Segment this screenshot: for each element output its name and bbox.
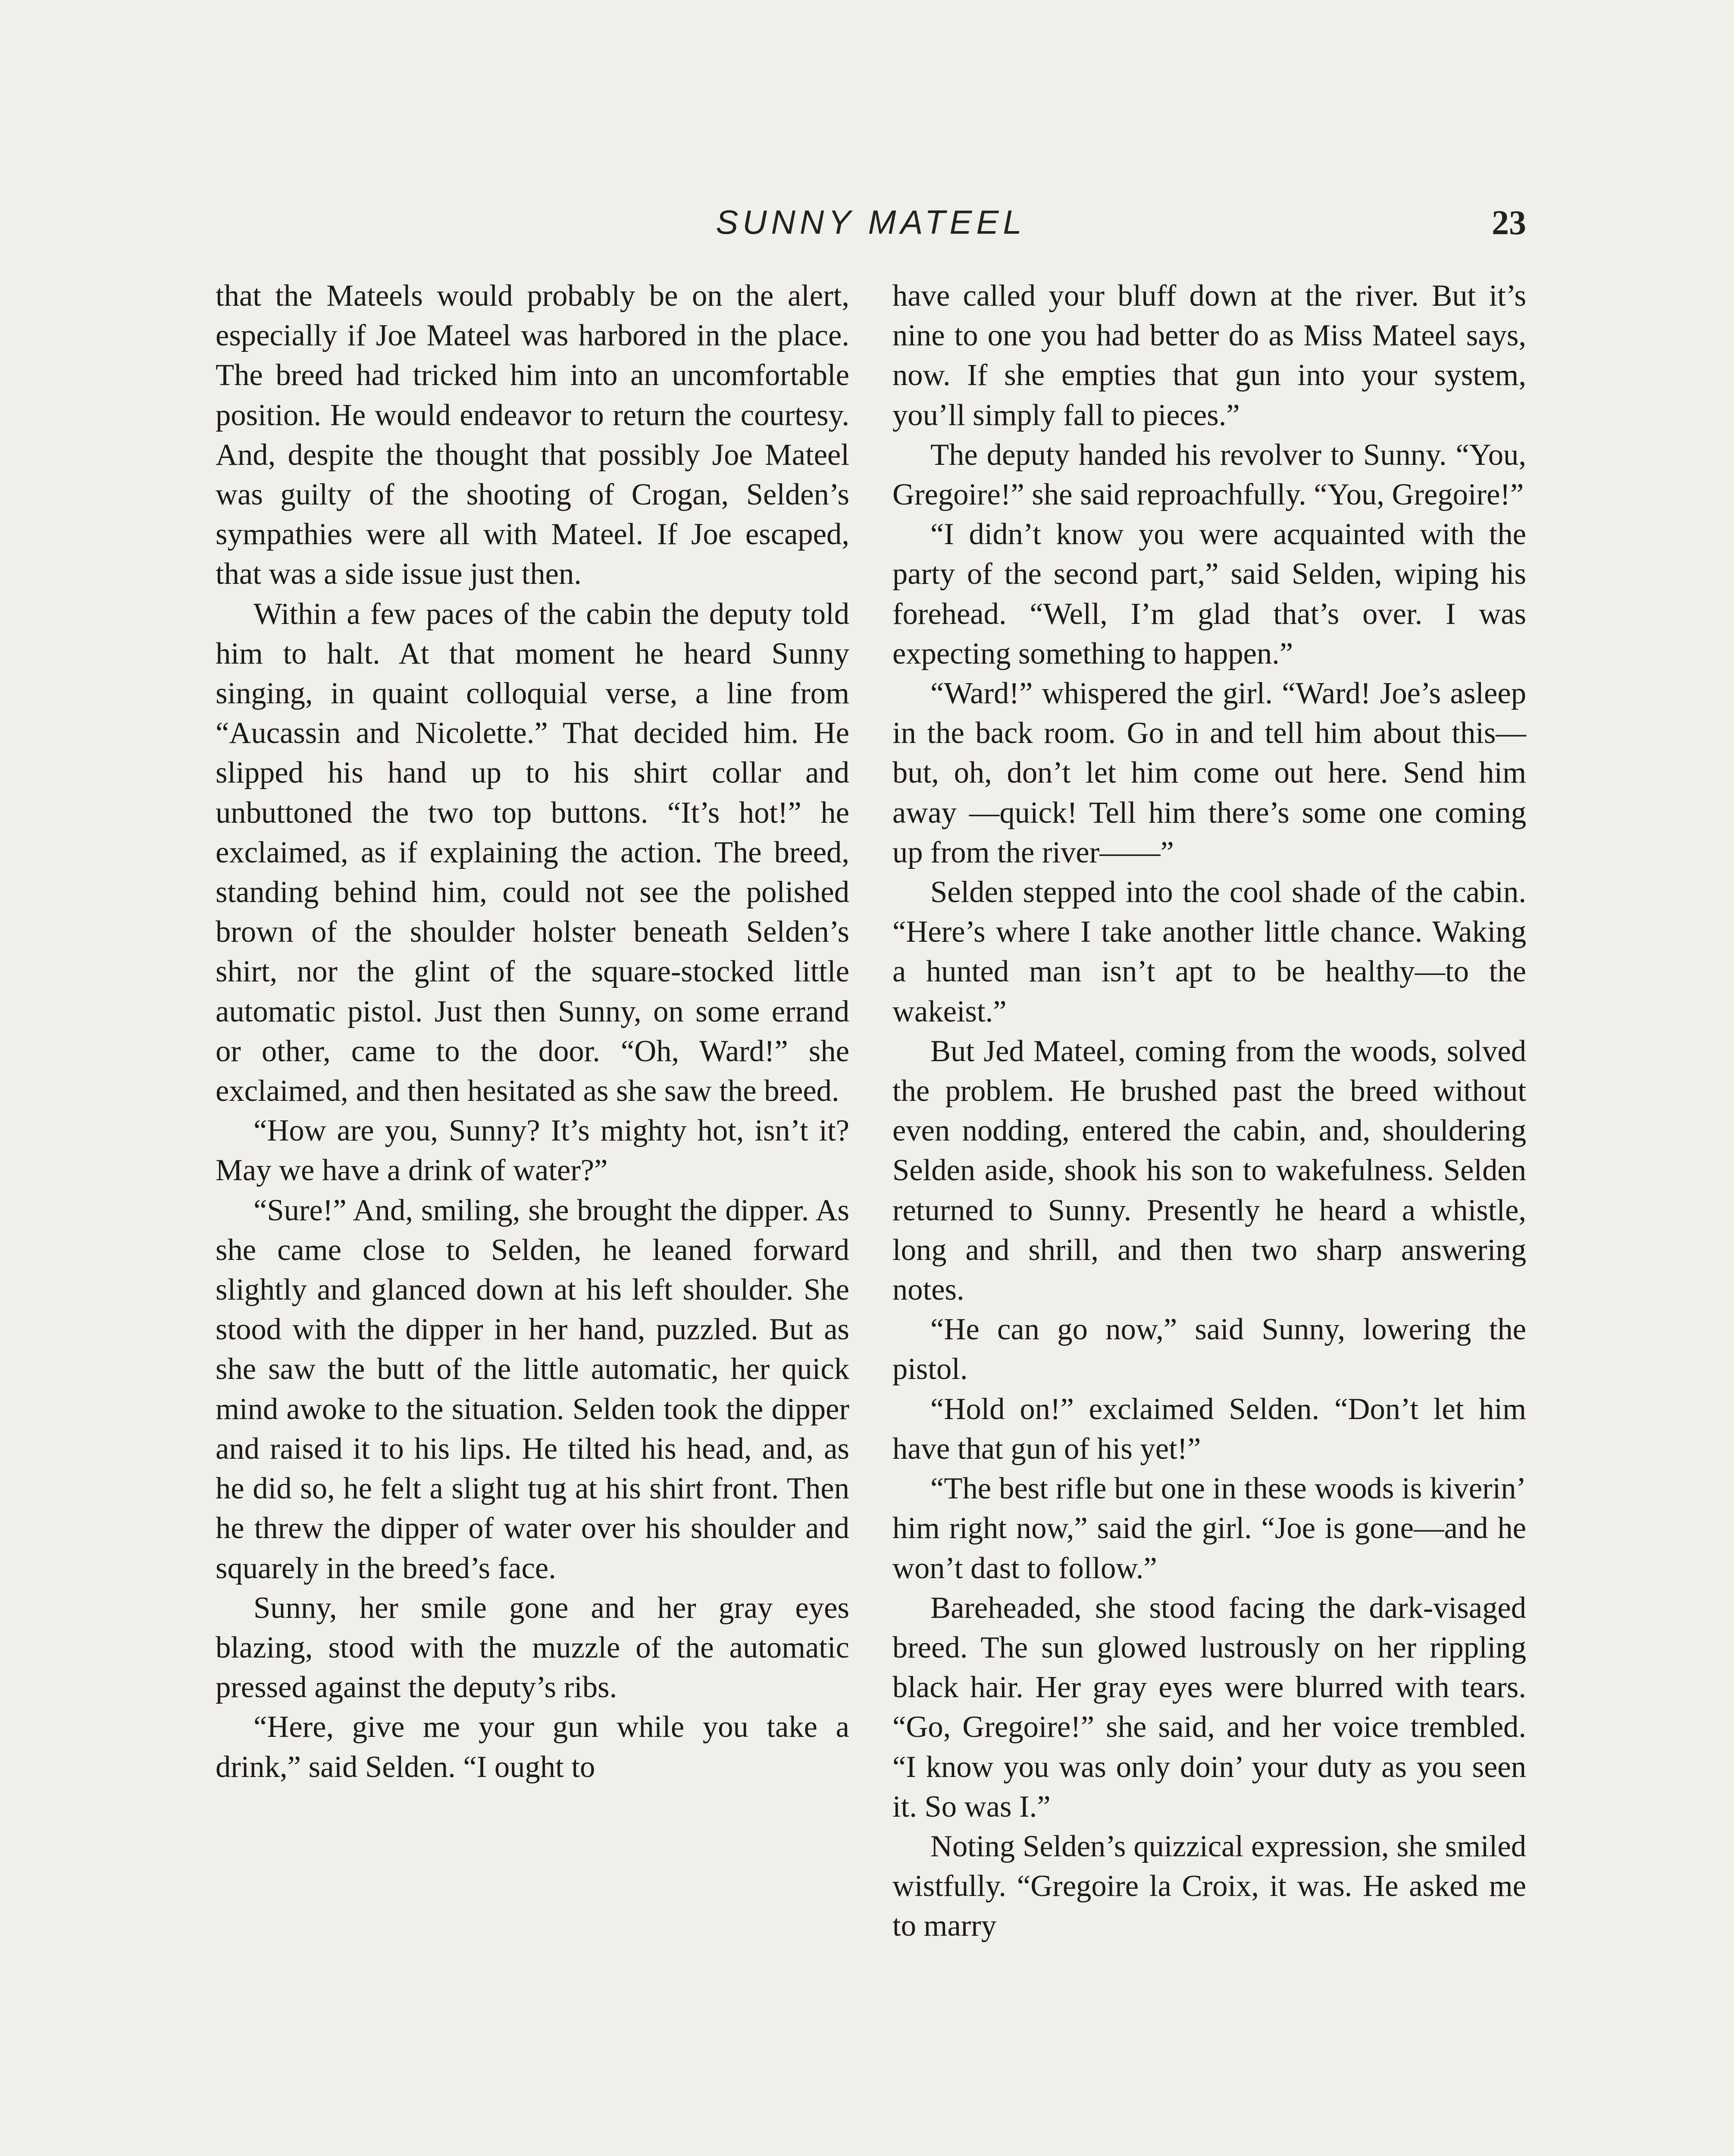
- paragraph: “Sure!” And, smiling, she brought the dipper. As she came close to Selden, he leaned forward slightly and glanced down at his left shoulder. She stood with the dipper in her hand, puzzled. But as she saw the butt of the little automatic, her quick mind awoke to the situation. Selden took the dipper and raised it to his lips. He tilted his head, and, as he did so, he felt a slight tug at his shirt front. Then he threw the dipper of water over his shoulder and squarely in the breed’s face.: [216, 1193, 849, 1585]
- paragraph: Within a few paces of the cabin the deputy told him to halt. At that moment he heard Sunny singing, in quaint colloquial verse, a line from “Aucassin and Nicolette.” That decided him. He slipped his hand up to his shirt collar and unbuttoned the two top buttons. “It’s hot!” he exclaimed, as if explaining the action. The breed, standing behind him, could not see the polished brown of the shoulder holster beneath Selden’s shirt, nor the glint of the square-stocked little automatic pistol. Just then Sunny, on some errand or other, came to the door. “Oh, Ward!” she exclaimed, and then hesitated as she saw the breed.: [216, 597, 849, 1108]
- right-column: [892, 276, 1526, 2156]
- paragraph: “How are you, Sunny? It’s mighty hot, isn’t it? May we have a drink of water?”: [216, 1114, 849, 1188]
- page-header: [216, 203, 1526, 250]
- paragraph: Noting Selden’s quizzical expression, she smiled wistfully. “Gregoire la Croix, it was. He asked me to marry: [892, 1829, 1526, 1943]
- paragraph: Selden stepped into the cool shade of the cabin. “Here’s where I take another little chance. Waking a hunted man isn’t apt to be healthy—to the wakeist.”: [892, 875, 1526, 1028]
- paragraph: “The best rifle but one in these woods is kiverin’ him right now,” said the girl. “Joe is gone—and he won’t dast to follow.”: [892, 1472, 1526, 1585]
- paragraph: The deputy handed his revolver to Sunny. “You, Gregoire!” she said reproachfully. “You, Gregoire!”: [892, 438, 1526, 512]
- paragraph: But Jed Mateel, coming from the woods, solved the problem. He brushed past the breed without even nodding, entered the cabin, and, shouldering Selden aside, shook his son to wakefulness. Selden returned to Sunny. Presently he heard a whistle, long and shrill, and then two sharp answering notes.: [892, 1034, 1526, 1307]
- text-columns: [216, 276, 1526, 2156]
- paragraph: “Ward!” whispered the girl. “Ward! Joe’s asleep in the back room. Go in and tell him about this—but, oh, don’t let him come out here. Send him away —quick! Tell him there’s some one coming up from the river——”: [892, 677, 1526, 869]
- paragraph: “Here, give me your gun while you take a drink,” said Selden. “I ought to: [216, 1710, 849, 1784]
- paragraph: Sunny, her smile gone and her gray eyes blazing, stood with the muzzle of the automatic pressed against the deputy’s ribs.: [216, 1591, 849, 1705]
- paragraph: that the Mateels would probably be on the alert, especially if Joe Mateel was harbored in the place. The breed had tricked him into an uncomfortable position. He would endeavor to return the courtesy. And, despite the thought that possibly Joe Mateel was guilty of the shooting of Crogan, Selden’s sympathies were all with Mateel. If Joe escaped, that was a side issue just then.: [216, 279, 849, 591]
- running-title: SUNNY MATEEL: [716, 203, 1026, 241]
- paragraph: “Hold on!” exclaimed Selden. “Don’t let him have that gun of his yet!”: [892, 1392, 1526, 1466]
- paragraph: have called your bluff down at the river. But it’s nine to one you had better do as Miss Mateel says, now. If she empties that gun into your system, you’ll simply fall to pieces.”: [892, 279, 1526, 432]
- left-column: [216, 276, 849, 2156]
- page-number: 23: [1492, 204, 1526, 242]
- paragraph: Bareheaded, she stood facing the dark-visaged breed. The sun glowed lustrously on her rippling black hair. Her gray eyes were blurred with tears. “Go, Gregoire!” she said, and her voice trembled. “I know you was only doin’ your duty as you seen it. So was I.”: [892, 1591, 1526, 1824]
- paragraph: “I didn’t know you were acquainted with the party of the second part,” said Selden, wiping his forehead. “Well, I’m glad that’s over. I was expecting something to happen.”: [892, 517, 1526, 671]
- paragraph: “He can go now,” said Sunny, lowering the pistol.: [892, 1313, 1526, 1386]
